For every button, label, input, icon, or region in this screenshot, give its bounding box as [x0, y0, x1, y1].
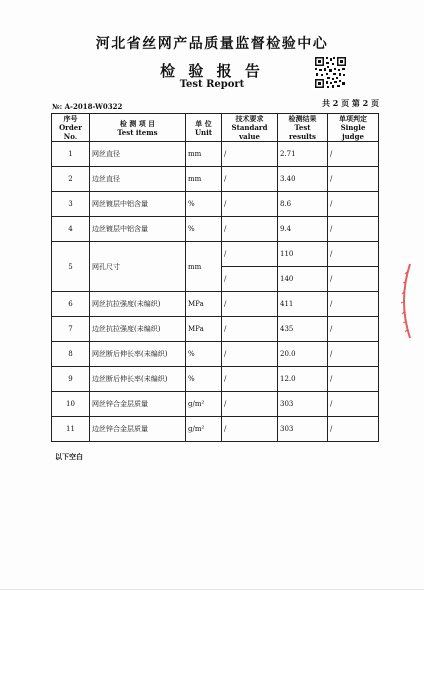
cell-order: 11: [52, 417, 90, 442]
cell-order: 1: [52, 142, 90, 167]
qr-code-icon: [314, 56, 347, 89]
cell-order: 4: [52, 217, 90, 242]
cell-standard: /: [222, 167, 278, 192]
cell-unit: MPa: [186, 317, 222, 342]
table-row: [52, 367, 379, 392]
table-row: [52, 392, 379, 417]
cell-order: 6: [52, 292, 90, 317]
organization-name: 河北省丝网产品质量监督检验中心: [95, 36, 329, 52]
report-title-chinese: 检 验 报 告: [160, 62, 264, 80]
cell-judge: /: [328, 242, 379, 267]
header-test-results: 检测结果 Test results: [278, 114, 328, 142]
cell-order: 7: [52, 317, 90, 342]
cell-judge: /: [328, 342, 379, 367]
cell-unit: mm: [186, 167, 222, 192]
cell-result: 303: [278, 417, 328, 442]
table-row: [52, 317, 379, 342]
cell-item: 边丝直径: [90, 167, 186, 192]
cell-standard: /: [222, 342, 278, 367]
cell-item: 网丝抗拉强度(未编织): [90, 292, 186, 317]
table-row: [52, 217, 379, 242]
table-row: [52, 167, 379, 192]
cell-unit: %: [186, 192, 222, 217]
cell-item: 边丝断后伸长率(未编织): [90, 367, 186, 392]
table-row: [52, 292, 379, 317]
cell-result: 2.71: [278, 142, 328, 167]
report-number: №: A-2018-W0322: [52, 102, 123, 111]
cell-item: 网孔尺寸: [90, 242, 186, 292]
cell-standard: /: [222, 242, 278, 267]
cell-item: 边丝镀层中铝含量: [90, 217, 186, 242]
cell-unit: mm: [186, 242, 222, 292]
cell-judge: /: [328, 367, 379, 392]
cell-standard: /: [222, 292, 278, 317]
cell-order: 5: [52, 242, 90, 292]
cell-standard: /: [222, 367, 278, 392]
cell-judge: /: [328, 217, 379, 242]
cell-unit: g/m²: [186, 392, 222, 417]
report-title-english: Test Report: [179, 79, 245, 90]
header-standard-value: 技术要求 Standard value: [222, 114, 278, 142]
cell-item: 网丝断后伸长率(未编织): [90, 342, 186, 367]
table-row: [52, 342, 379, 367]
cell-judge: /: [328, 292, 379, 317]
cell-unit: %: [186, 217, 222, 242]
cell-item: 网丝镀层中铝含量: [90, 192, 186, 217]
cell-standard: /: [222, 417, 278, 442]
cell-unit: MPa: [186, 292, 222, 317]
cell-judge: /: [328, 267, 379, 292]
cell-judge: /: [328, 417, 379, 442]
table-row: [52, 192, 379, 217]
page-info: 共 2 页 第 2 页: [321, 98, 379, 108]
cell-unit: %: [186, 367, 222, 392]
cell-result: 3.40: [278, 167, 328, 192]
cell-order: 10: [52, 392, 90, 417]
cell-result: 20.0: [278, 342, 328, 367]
cell-judge: /: [328, 192, 379, 217]
cell-order: 9: [52, 367, 90, 392]
cell-order: 2: [52, 167, 90, 192]
header-order-no: 序号 Order No.: [52, 114, 90, 142]
cell-result: 303: [278, 392, 328, 417]
cell-judge: /: [328, 392, 379, 417]
cell-unit: g/m²: [186, 417, 222, 442]
header-unit: 单 位 Unit: [186, 114, 222, 142]
cell-item: 边丝锌合金层质量: [90, 417, 186, 442]
cell-standard: /: [222, 317, 278, 342]
cell-item: 网丝直径: [90, 142, 186, 167]
page-bottom-edge: [0, 589, 424, 590]
header-single-judge: 单项判定 Single judge: [328, 114, 379, 142]
cell-item: 网丝锌合金层质量: [90, 392, 186, 417]
cell-standard: /: [222, 392, 278, 417]
cell-unit: mm: [186, 142, 222, 167]
cell-result: 435: [278, 317, 328, 342]
cell-result: 140: [278, 267, 328, 292]
cell-standard: /: [222, 267, 278, 292]
test-results-table: [51, 113, 379, 442]
cell-order: 8: [52, 342, 90, 367]
official-seal-stamp-icon: [396, 262, 412, 340]
cell-result: 12.0: [278, 367, 328, 392]
cell-standard: /: [222, 192, 278, 217]
cell-standard: /: [222, 217, 278, 242]
cell-judge: /: [328, 142, 379, 167]
cell-result: 8.6: [278, 192, 328, 217]
cell-standard: /: [222, 142, 278, 167]
table-row: [52, 242, 379, 267]
cell-judge: /: [328, 167, 379, 192]
cell-unit: %: [186, 342, 222, 367]
table-row: [52, 417, 379, 442]
cell-result: 411: [278, 292, 328, 317]
cell-order: 3: [52, 192, 90, 217]
blank-below-remark: 以下空白: [55, 452, 83, 461]
table-header-row: [52, 114, 379, 142]
cell-item: 边丝抗拉强度(未编织): [90, 317, 186, 342]
cell-result: 110: [278, 242, 328, 267]
header-test-items: 检 测 项 目 Test items: [90, 114, 186, 142]
cell-judge: /: [328, 317, 379, 342]
cell-result: 9.4: [278, 217, 328, 242]
table-row: [52, 142, 379, 167]
